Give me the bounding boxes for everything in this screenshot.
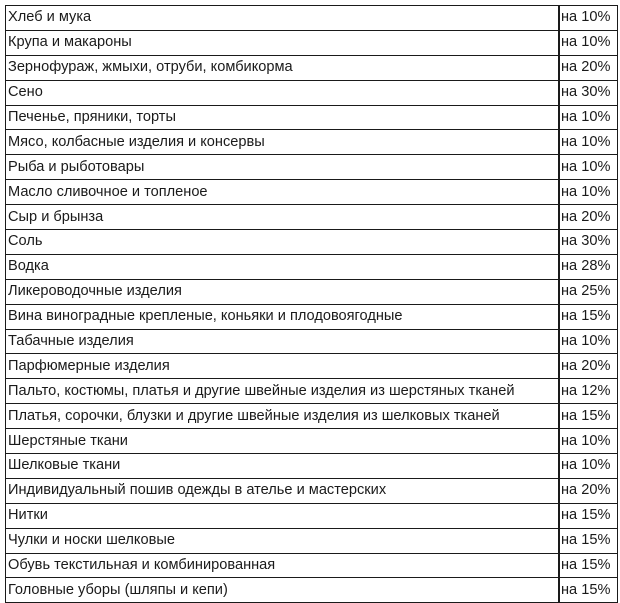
table-row — [6, 180, 618, 205]
product-name-cell: Зернофураж, жмыхи, отруби, комбикорма — [6, 55, 560, 80]
table-row — [6, 354, 618, 379]
price-table-body — [6, 6, 618, 603]
price-increase-cell: на 10% — [559, 130, 618, 155]
product-name-cell: Парфюмерные изделия — [6, 354, 560, 379]
product-name-cell: Водка — [6, 254, 560, 279]
price-increase-cell: на 20% — [559, 55, 618, 80]
price-increase-cell: на 10% — [559, 155, 618, 180]
price-increase-cell: на 15% — [559, 503, 618, 528]
table-row — [6, 30, 618, 55]
table-row — [6, 503, 618, 528]
price-increase-cell: на 10% — [559, 454, 618, 479]
product-name-cell: Мясо, колбасные изделия и консервы — [6, 130, 560, 155]
product-name-cell: Сыр и брынза — [6, 205, 560, 230]
product-name-cell: Вина виноградные крепленые, коньяки и плодовоягодные — [6, 304, 560, 329]
price-increase-cell: на 20% — [559, 478, 618, 503]
price-increase-cell: на 28% — [559, 254, 618, 279]
product-name-cell: Сено — [6, 80, 560, 105]
product-name-cell: Чулки и носки шелковые — [6, 528, 560, 553]
table-row — [6, 379, 618, 404]
product-name-cell: Крупа и макароны — [6, 30, 560, 55]
price-increase-cell: на 10% — [559, 329, 618, 354]
price-increase-cell: на 15% — [559, 553, 618, 578]
table-row — [6, 454, 618, 479]
table-row — [6, 329, 618, 354]
table-row — [6, 230, 618, 255]
product-name-cell: Табачные изделия — [6, 329, 560, 354]
price-increase-cell: на 15% — [559, 404, 618, 429]
table-row — [6, 279, 618, 304]
price-increase-cell: на 10% — [559, 30, 618, 55]
table-row — [6, 304, 618, 329]
table-row — [6, 528, 618, 553]
table-row — [6, 478, 618, 503]
price-increase-cell: на 10% — [559, 429, 618, 454]
price-increase-cell: на 12% — [559, 379, 618, 404]
product-name-cell: Пальто, костюмы, платья и другие швейные изделия из шерстяных тканей — [6, 379, 560, 404]
product-name-cell: Шелковые ткани — [6, 454, 560, 479]
price-increase-cell: на 10% — [559, 180, 618, 205]
price-increase-cell: на 25% — [559, 279, 618, 304]
price-increase-table — [5, 5, 618, 603]
table-row — [6, 105, 618, 130]
table-row — [6, 6, 618, 31]
product-name-cell: Платья, сорочки, блузки и другие швейные изделия из шелковых тканей — [6, 404, 560, 429]
price-increase-cell: на 15% — [559, 304, 618, 329]
table-row — [6, 404, 618, 429]
table-row — [6, 130, 618, 155]
table-row — [6, 553, 618, 578]
product-name-cell: Рыба и рыботовары — [6, 155, 560, 180]
product-name-cell: Головные уборы (шляпы и кепи) — [6, 578, 560, 603]
price-increase-cell: на 10% — [559, 6, 618, 31]
price-increase-cell: на 15% — [559, 578, 618, 603]
table-row — [6, 155, 618, 180]
table-row — [6, 80, 618, 105]
product-name-cell: Ликероводочные изделия — [6, 279, 560, 304]
product-name-cell: Нитки — [6, 503, 560, 528]
product-name-cell: Индивидуальный пошив одежды в ателье и мастерских — [6, 478, 560, 503]
price-increase-cell: на 30% — [559, 230, 618, 255]
price-increase-cell: на 20% — [559, 205, 618, 230]
price-increase-cell: на 30% — [559, 80, 618, 105]
product-name-cell: Шерстяные ткани — [6, 429, 560, 454]
table-row — [6, 429, 618, 454]
price-increase-cell: на 20% — [559, 354, 618, 379]
table-row — [6, 254, 618, 279]
product-name-cell: Масло сливочное и топленое — [6, 180, 560, 205]
table-row — [6, 578, 618, 603]
product-name-cell: Хлеб и мука — [6, 6, 560, 31]
product-name-cell: Печенье, пряники, торты — [6, 105, 560, 130]
product-name-cell: Обувь текстильная и комбинированная — [6, 553, 560, 578]
table-row — [6, 205, 618, 230]
price-increase-cell: на 15% — [559, 528, 618, 553]
price-increase-cell: на 10% — [559, 105, 618, 130]
product-name-cell: Соль — [6, 230, 560, 255]
table-row — [6, 55, 618, 80]
